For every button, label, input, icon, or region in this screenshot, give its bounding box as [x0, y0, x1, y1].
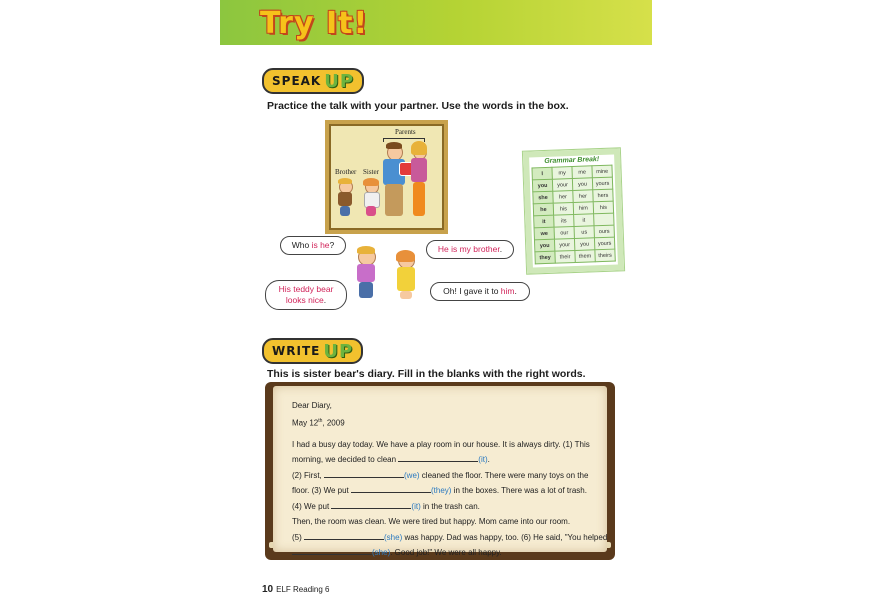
pronoun-cell: you: [574, 238, 594, 251]
write-up-badge: [262, 338, 363, 364]
bubble-keyword: He is my brother: [437, 244, 500, 254]
pronoun-cell: her: [573, 190, 593, 203]
blank-4[interactable]: [331, 500, 411, 509]
pronoun-cell: its: [554, 214, 574, 227]
page-footer: [262, 584, 330, 595]
title-banner: [220, 0, 652, 45]
grammar-title: Grammar Break!: [544, 156, 600, 165]
diary-greeting: Dear Diary,: [292, 401, 332, 410]
mom-pants: [413, 182, 425, 216]
pronoun-cell: him: [573, 202, 593, 215]
page-number: 10: [262, 584, 274, 595]
mom-top: [411, 158, 427, 182]
book-title: ELF Reading 6: [276, 585, 330, 594]
diary-line-8: (she). Good job!" We were all happy.: [292, 545, 612, 561]
pronoun-cell: me: [572, 166, 592, 179]
hint-4: (it): [411, 501, 421, 511]
pronoun-cell: your: [552, 179, 572, 192]
write-instruction: This is sister bear's diary. Fill in the blanks with the right words.: [267, 368, 586, 380]
grammar-break-box: [523, 148, 624, 273]
pronoun-cell: you: [534, 239, 554, 252]
hint-1: (it): [478, 455, 488, 465]
label-sister: Sister: [363, 168, 379, 176]
speech-bubble-gave-it-to-him: Oh! I gave it to him.: [430, 282, 530, 301]
hint-5: (she): [384, 532, 403, 542]
bubble-keyword: him: [500, 286, 515, 296]
pronoun-cell: they: [535, 251, 555, 264]
pronoun-cell: yours: [592, 177, 612, 190]
speech-bubble-he-is-my-brother: He is my brother.: [426, 240, 514, 259]
diary-line-3: (2) First, (we) cleaned the floor. There were many toys on the: [292, 470, 589, 480]
pronoun-cell: we: [534, 227, 554, 240]
pronoun-cell: I: [532, 167, 552, 180]
blank-6[interactable]: [292, 546, 372, 555]
pronoun-cell: you: [532, 179, 552, 192]
girl-figure: [394, 250, 418, 300]
hint-2: (we): [404, 470, 420, 480]
bubble-keyword: is he: [311, 240, 330, 250]
pronoun-cell: their: [555, 250, 575, 263]
bubble-keyword: His teddy bear looks nice: [278, 284, 334, 305]
pronoun-cell: mine: [592, 165, 612, 178]
pronoun-cell: his: [553, 203, 573, 216]
diary-page: [273, 386, 608, 558]
diary-line-2: morning, we decided to clean (it).: [292, 455, 490, 465]
pronoun-table: [531, 165, 615, 265]
pronoun-cell: ours: [594, 225, 614, 238]
diary-line-1: I had a busy day today. We have a play room in our house. It is always dirty. (1) This: [292, 439, 590, 449]
diary-line-4: floor. (3) We put (they) in the boxes. There was a lot of trash.: [292, 486, 587, 496]
page-title: Try It!: [260, 6, 369, 41]
blank-5[interactable]: [304, 531, 384, 540]
speak-up-badge: [262, 68, 364, 94]
speech-bubble-who-is-he: Who is he?: [280, 236, 346, 255]
pronoun-cell: she: [533, 191, 553, 204]
pronoun-cell: us: [574, 226, 594, 239]
dad-pants: [385, 184, 403, 216]
speak-instruction: Practice the talk with your partner. Use the words in the box.: [267, 100, 569, 112]
write-badge-up: UP: [323, 340, 354, 362]
pronoun-cell: my: [552, 167, 572, 180]
pronoun-cell: it: [574, 214, 594, 227]
diary-line-6: Then, the room was clean. We were tired but happy. Mom came into our room.: [292, 517, 571, 527]
pronoun-cell: you: [572, 178, 592, 191]
diary-book: [265, 382, 615, 560]
diary-text: [292, 398, 612, 561]
pronoun-cell: hers: [593, 189, 613, 202]
speak-badge-word: SPEAK: [272, 74, 322, 88]
hint-6: (she): [372, 548, 391, 558]
teddy-bear: [338, 192, 352, 206]
diary-line-7: (5) (she) was happy. Dad was happy, too. (6) He said, "You helped: [292, 532, 608, 542]
pronoun-cell: your: [554, 238, 574, 251]
speak-badge-up: UP: [324, 70, 355, 92]
boy-figure: [354, 246, 378, 300]
pronoun-row: [535, 249, 615, 264]
pronoun-cell: them: [575, 250, 595, 263]
diary-date: May 12th, 2009: [292, 417, 345, 428]
blank-1[interactable]: [398, 453, 478, 462]
label-parents: Parents: [395, 128, 416, 136]
pronoun-cell: our: [554, 226, 574, 239]
write-badge-word: WRITE: [272, 344, 321, 358]
pronoun-cell: it: [534, 215, 554, 228]
pronoun-cell: her: [553, 191, 573, 204]
pronoun-cell: yours: [594, 237, 614, 250]
pronoun-cell: theirs: [595, 249, 615, 262]
pronoun-cell: [594, 213, 614, 226]
hint-3: (they): [431, 486, 452, 496]
family-picture: [325, 120, 448, 234]
speech-bubble-teddy-bear: His teddy bear looks nice.: [265, 280, 347, 310]
pronoun-cell: his: [593, 201, 613, 214]
blank-2[interactable]: [324, 469, 404, 478]
blank-3[interactable]: [351, 484, 431, 493]
label-brother: Brother: [335, 168, 357, 176]
pronoun-cell: he: [533, 203, 553, 216]
diary-line-5: (4) We put (it) in the trash can.: [292, 501, 480, 511]
